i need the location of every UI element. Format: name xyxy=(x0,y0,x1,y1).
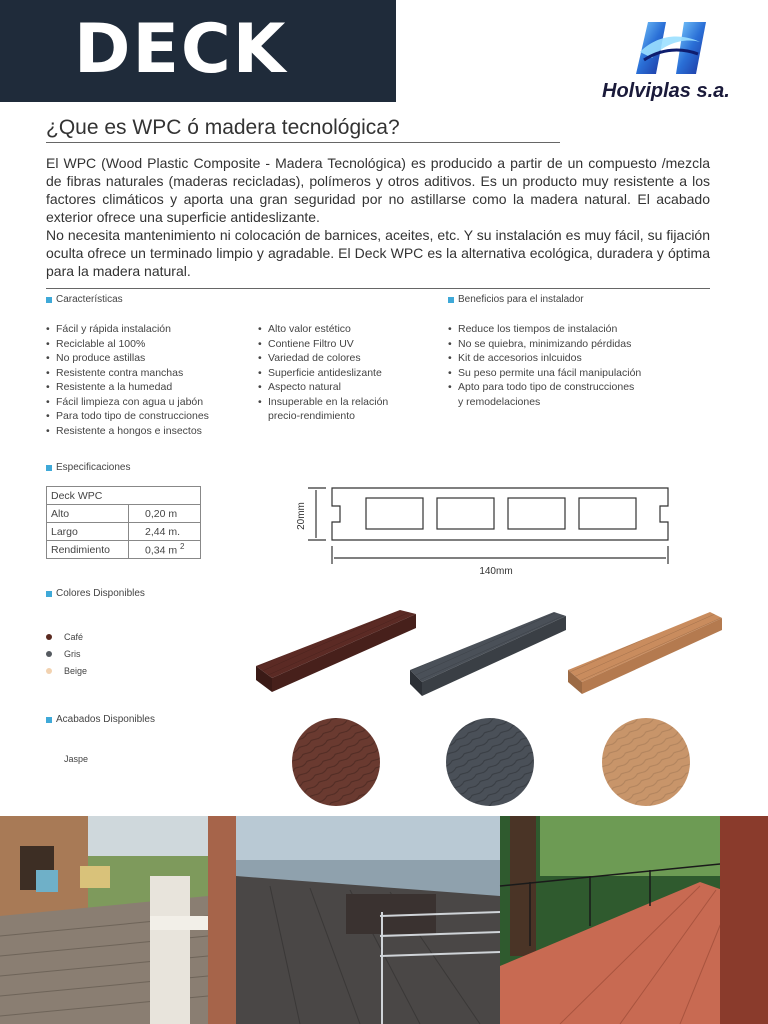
spec-value-exponent: 2 xyxy=(180,542,185,552)
section-divider xyxy=(46,288,710,289)
list-item: • Resistente contra manchas xyxy=(46,366,209,381)
profile-outline xyxy=(332,488,668,540)
beneficios-list xyxy=(448,322,641,409)
color-label: Café xyxy=(64,631,84,642)
list-item: • No se quiebra, minimizando pérdidas xyxy=(448,337,641,352)
caracteristicas-heading-label: Características xyxy=(56,294,123,305)
profile-hollow xyxy=(366,498,423,529)
photo-grey-patio xyxy=(0,816,208,1024)
list-item: • Su peso permite una fácil manipulación xyxy=(448,366,641,381)
profile-hollow xyxy=(508,498,565,529)
acabados-heading-label: Acabados Disponibles xyxy=(56,714,155,725)
finish-sample-gris xyxy=(446,718,534,806)
finish-samples xyxy=(280,718,700,806)
holviplas-logo-mark xyxy=(626,18,716,78)
spec-value: 2,44 m. xyxy=(129,523,201,541)
finish-sample-cafe xyxy=(292,718,380,806)
brand-logo xyxy=(596,18,756,108)
color-swatch-gris xyxy=(46,651,52,657)
intro-paragraph-1: El WPC (Wood Plastic Composite - Madera Tecnológica) es producido a partir de un compuesto /mezcla de fibras naturales (maderas recicladas), polímeros y otros aditivos. Es un producto muy resistente a los factores climáticos y aporta una gran seguridad por no astillarse como la madera natural. El acabado exterior ofrece una superficie antideslizante. xyxy=(46,155,710,225)
spec-value-text: 0,34 m xyxy=(145,544,178,557)
photo-grey-terrace xyxy=(208,816,500,1024)
especificaciones-heading-label: Especificaciones xyxy=(56,462,131,473)
list-item: • Apto para todo tipo de construcciones xyxy=(448,380,641,395)
list-item: • Resistente a hongos e insectos xyxy=(46,424,209,439)
especificaciones-heading xyxy=(46,462,130,473)
finish-label: Jaspe xyxy=(64,754,89,764)
intro-paragraph-2: No necesita mantenimiento ni colocación de barnices, aceites, etc. Y su instalación es muy fácil, su fijación oculta ofrece un terminado limpio y agradable. El Deck WPC es la alternativa ecológica, duradera y óptima para la madera natural. xyxy=(46,227,710,279)
beneficios-heading-label: Beneficios para el instalador xyxy=(458,294,584,305)
list-item: • Fácil y rápida instalación xyxy=(46,322,209,337)
finish-sample-beige xyxy=(602,718,690,806)
bullet-square-icon xyxy=(46,591,52,597)
spec-value xyxy=(129,541,201,559)
list-item: • Reciclable al 100% xyxy=(46,337,209,352)
table-row xyxy=(47,523,201,541)
table-row xyxy=(47,487,201,505)
intro-question: ¿Que es WPC ó madera tecnológica? xyxy=(46,116,400,139)
photo-red-deck xyxy=(500,816,768,1024)
spec-value: 0,20 m xyxy=(129,505,201,523)
color-label: Beige xyxy=(64,665,88,676)
header-banner xyxy=(0,0,396,102)
board-cafe xyxy=(256,610,416,692)
list-item: • Para todo tipo de construcciones xyxy=(46,409,209,424)
spec-table-title: Deck WPC xyxy=(47,487,201,505)
table-row xyxy=(47,541,201,559)
table-row xyxy=(47,505,201,523)
acabados-heading xyxy=(46,714,155,725)
profile-height-label: 20mm xyxy=(296,502,307,530)
list-item: • Contiene Filtro UV xyxy=(258,337,388,352)
profile-width-label: 140mm xyxy=(479,566,513,577)
color-swatch-cafe xyxy=(46,634,52,640)
board-beige xyxy=(568,612,722,694)
list-item: • Fácil limpieza con agua u jabón xyxy=(46,395,209,410)
color-list xyxy=(46,628,87,679)
color-item xyxy=(46,628,87,645)
list-item: • Aspecto natural xyxy=(258,380,388,395)
bullet-square-icon xyxy=(46,297,52,303)
list-item: • Resistente a la humedad xyxy=(46,380,209,395)
list-item: • Superficie antideslizante xyxy=(258,366,388,381)
beneficios-heading xyxy=(448,294,584,305)
deck-profile-diagram xyxy=(290,482,680,582)
list-item: • Alto valor estético xyxy=(258,322,388,337)
page-title: DECK xyxy=(74,10,288,89)
question-underline xyxy=(46,142,560,143)
colores-heading-label: Colores Disponibles xyxy=(56,588,145,599)
list-item-continuation: precio-rendimiento xyxy=(268,410,355,422)
deck-photo-strip xyxy=(0,816,768,1024)
caracteristicas-list-1 xyxy=(46,322,209,438)
deck-board-samples xyxy=(250,604,730,700)
board-gris xyxy=(410,612,566,696)
caracteristicas-heading xyxy=(46,294,123,305)
bullet-square-icon xyxy=(46,717,52,723)
color-label: Gris xyxy=(64,648,81,659)
spec-table xyxy=(46,486,201,559)
list-item: • Insuperable en la relación xyxy=(258,395,388,410)
color-item xyxy=(46,645,87,662)
list-item-continuation: y remodelaciones xyxy=(458,395,541,408)
color-swatch-beige xyxy=(46,668,52,674)
spec-label: Rendimiento xyxy=(47,541,129,559)
bullet-square-icon xyxy=(46,465,52,471)
bullet-square-icon xyxy=(448,297,454,303)
spec-label: Largo xyxy=(47,523,129,541)
profile-hollow xyxy=(437,498,494,529)
list-item: • Kit de accesorios inlcuidos xyxy=(448,351,641,366)
intro-text xyxy=(46,154,710,280)
list-item: • Variedad de colores xyxy=(258,351,388,366)
caracteristicas-list-2 xyxy=(258,322,388,424)
brand-name: Holviplas s.a. xyxy=(602,80,730,102)
list-item: • Reduce los tiempos de instalación xyxy=(448,322,641,337)
list-item: • No produce astillas xyxy=(46,351,209,366)
spec-label: Alto xyxy=(47,505,129,523)
profile-hollow xyxy=(579,498,636,529)
colores-heading xyxy=(46,588,145,599)
color-item xyxy=(46,662,87,679)
